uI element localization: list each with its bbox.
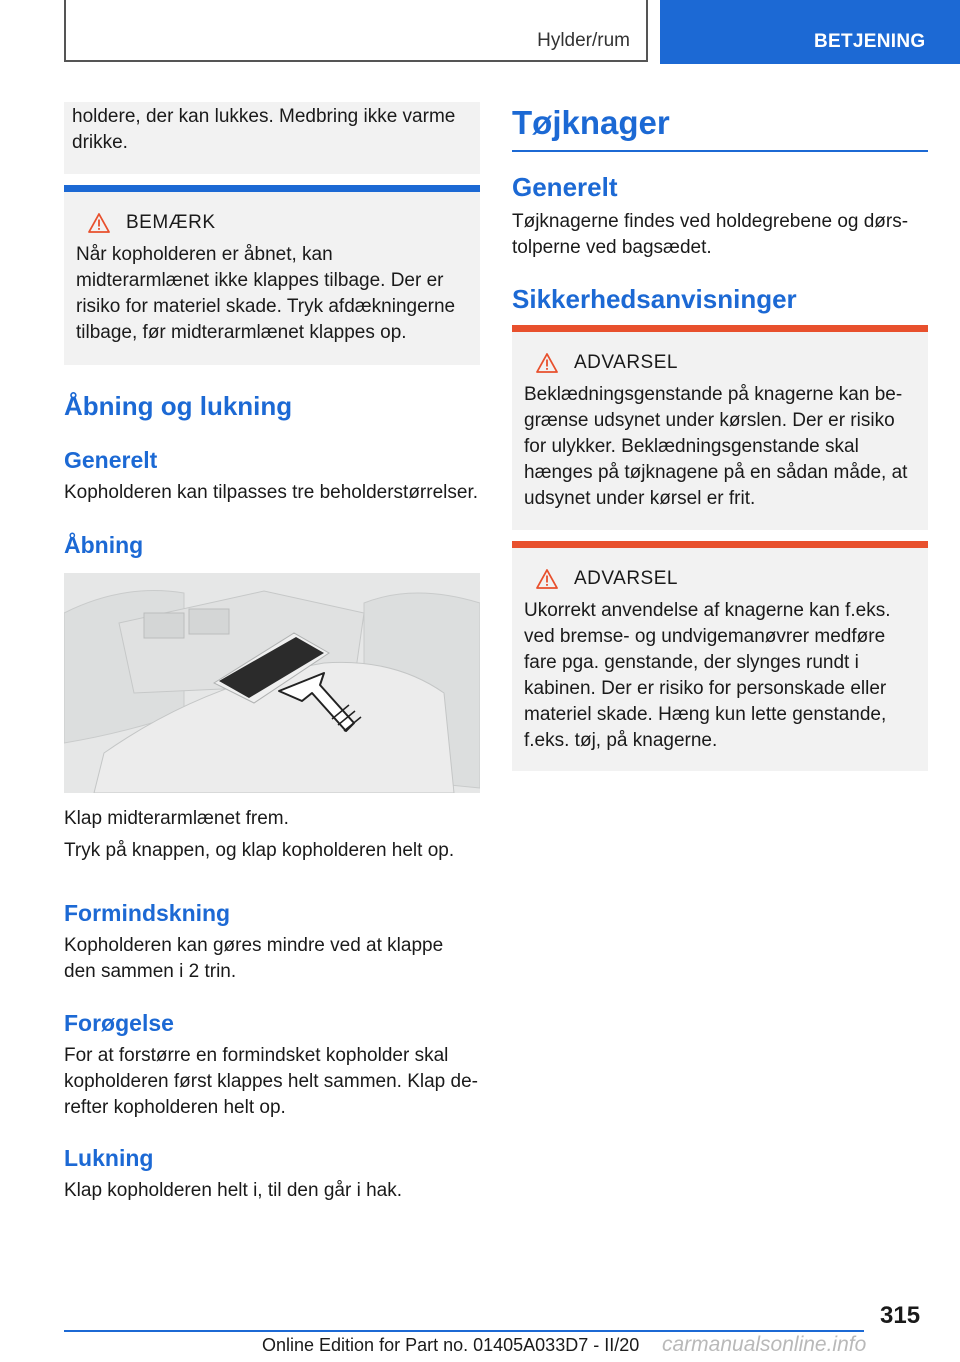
continued-text-box <box>64 102 480 174</box>
warning-triangle-icon <box>88 213 110 233</box>
warning-title: ADVARSEL <box>574 352 678 373</box>
closing-text: Klap kopholderen helt i, til den går i hak. <box>64 1180 402 1201</box>
subheading-reduce: Formindskning <box>64 900 231 926</box>
section-heading-opening-closing: Åbning og lukning <box>64 391 293 421</box>
subheading-general: Generelt <box>64 447 158 473</box>
page-title: Tøjknager <box>512 104 928 152</box>
enlarge-text: For at forstørre en formindsket kopholder skal kopholderen først klappes helt sammen. Klap derefter kopholderen helt op. <box>64 1045 478 1118</box>
warning-triangle-icon <box>536 569 558 589</box>
header-section-title: Hylder/rum <box>537 30 630 51</box>
warning-title: ADVARSEL <box>574 568 678 589</box>
subheading-closing: Lukning <box>64 1145 154 1171</box>
armrest-cupholder-illustration <box>64 573 480 793</box>
warning-text: Beklædningsgenstande på knagerne kan begrænse udsynet under kørslen. Der er risiko for ulykker. Beklædningsgenstande skal hænges på tøjknagene på en sådan måde, at udsynet under kørsel er frit. <box>524 384 908 509</box>
footer-divider <box>64 1330 864 1332</box>
subheading-opening: Åbning <box>64 532 144 558</box>
footer-edition: Online Edition for Part no. 01405A033D7 - II/20 <box>262 1335 640 1355</box>
header-chapter-tab: BETJENING <box>660 0 960 64</box>
subheading-safety: Sikkerhedsanvisninger <box>512 284 797 314</box>
general-text-right: Tøjknagerne findes ved holdegrebene og dørstolperne ved bagsædet. <box>512 211 909 258</box>
continued-text: holdere, der kan lukkes. Medbring ikke varme drikke. <box>72 106 456 153</box>
subheading-general-right: Generelt <box>512 172 618 202</box>
header-frame <box>64 0 648 62</box>
page-number: 315 <box>880 1302 921 1329</box>
warning-text: Ukorrekt anvendelse af knagerne kan f.eks. ved bremse- og undvigemanøvrer medføre fare pga. genstande, der slynges rundt i kabinen. Der er risiko for personskade eller materiel skade. Hæng kun lette genstande, f.eks. tøj, på knagerne. <box>524 600 891 751</box>
notice-text: Når kopholderen er åbnet, kan midterarmlænet ikke klappes tilbage. Der er risiko for materiel skade. Tryk afdækningerne tilbage, før midterarmlænet klappes op. <box>76 244 456 343</box>
step-2-text: Tryk på knappen, og klap kopholderen helt op. <box>64 840 455 861</box>
notice-box <box>64 185 480 365</box>
notice-title: BEMÆRK <box>126 212 216 233</box>
reduce-text: Kopholderen kan gøres mindre ved at klappe den sammen i 2 trin. <box>64 935 444 982</box>
warning-box-1 <box>512 325 928 530</box>
general-text: Kopholderen kan tilpasses tre beholderstørrelser. <box>64 482 479 503</box>
watermark: carmanualsonline.info <box>662 1333 867 1356</box>
subheading-enlarge: Forøgelse <box>64 1010 174 1036</box>
step-1-text: Klap midterarmlænet frem. <box>64 808 289 829</box>
warning-box-2 <box>512 541 928 771</box>
warning-triangle-icon <box>536 353 558 373</box>
armrest-drawing <box>64 573 480 793</box>
